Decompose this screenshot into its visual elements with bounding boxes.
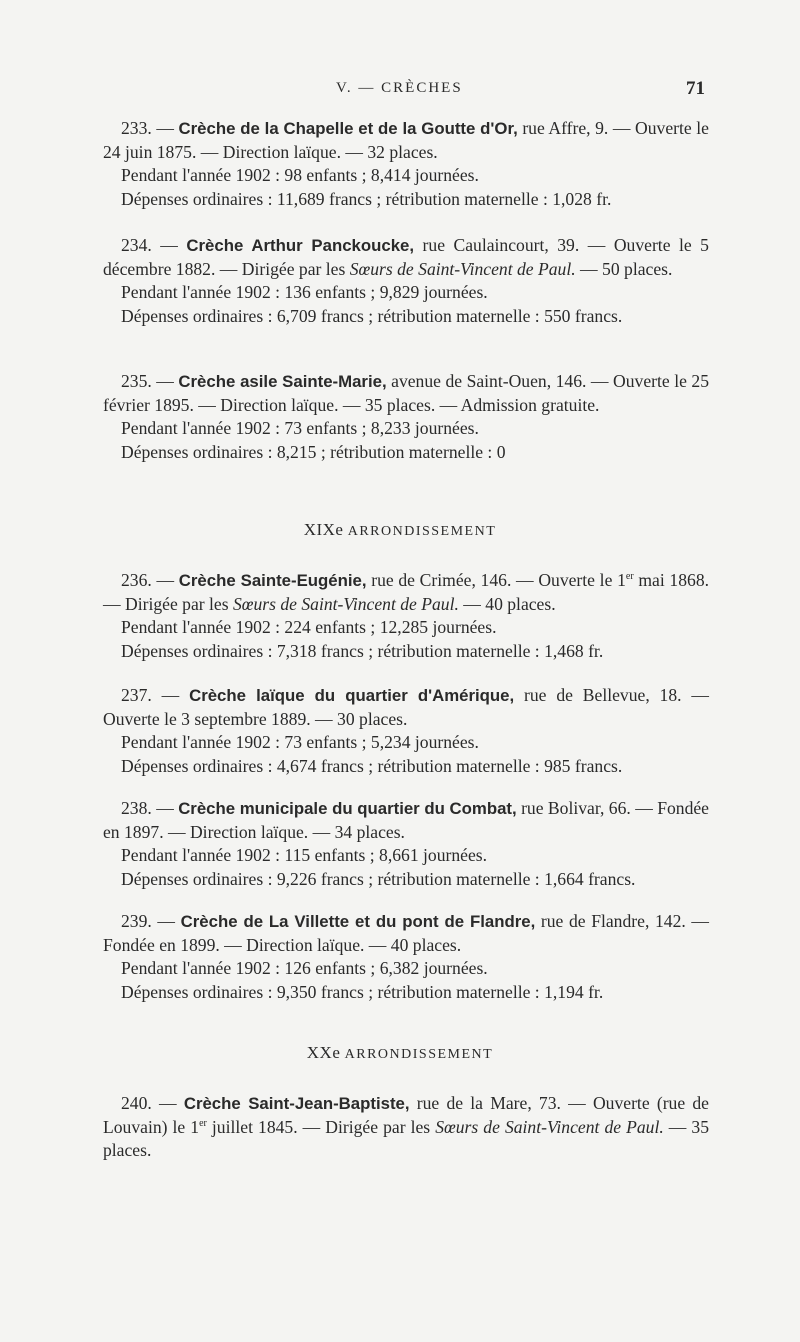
entry-238: [103, 797, 709, 891]
entry-number: 234. —: [121, 235, 187, 255]
entry-237: [103, 684, 709, 778]
section-roman: XXe: [306, 1043, 341, 1062]
entry-text: — 50 places.: [575, 258, 673, 279]
superscript: er: [625, 571, 634, 583]
creche-name: Crèche laïque du quartier d'Amérique,: [189, 686, 515, 705]
entry-text: rue Caulaincourt, 39. — Ouverte le 5 décembre 1882. — Dirigée par les: [103, 235, 709, 279]
entry-240: [103, 1092, 709, 1163]
entry-235: [103, 370, 709, 464]
entry-stats: Pendant l'année 1902 : 136 enfants ; 9,829 journées.: [121, 282, 488, 302]
entry-text: rue de Flandre, 142. — Fondée en 1899. — Direction laïque. — 40 places.: [103, 911, 709, 955]
entry-stats: Pendant l'année 1902 : 98 enfants ; 8,414 journées.: [121, 165, 479, 185]
entry-text: juillet 1845. — Dirigée par les: [206, 1116, 436, 1137]
entry-stats: Pendant l'année 1902 : 115 enfants ; 8,661 journées.: [121, 845, 488, 865]
entry-number: 238. —: [121, 798, 179, 818]
entry-number: 239. —: [121, 911, 181, 931]
entry-text: — 35 places.: [103, 1116, 710, 1160]
entry-234: [103, 234, 709, 328]
section-heading-xx: [0, 1043, 800, 1063]
section-heading-xix: [0, 520, 800, 540]
creche-name: Crèche Sainte-Eugénie,: [178, 571, 367, 590]
entry-expenses: Dépenses ordinaires : 4,674 francs ; rétribution maternelle : 985 francs.: [121, 755, 623, 776]
creche-name: Crèche asile Sainte-Marie,: [178, 372, 387, 391]
running-title: V. — CRÈCHES: [336, 80, 463, 96]
entry-expenses: Dépenses ordinaires : 8,215 ; rétribution maternelle : 0: [121, 441, 506, 462]
entry-expenses: Dépenses ordinaires : 9,226 francs ; rétribution maternelle : 1,664 francs.: [121, 868, 636, 889]
entry-text: mai 1868. — Dirigée par les: [103, 570, 710, 614]
entry-italic: Sœurs de Saint-Vincent de Paul.: [232, 593, 459, 614]
creche-name: Crèche Saint-Jean-Baptiste,: [183, 1094, 410, 1113]
entry-stats: Pendant l'année 1902 : 73 enfants ; 5,234 journées.: [121, 732, 479, 752]
creche-name: Crèche de la Chapelle et de la Goutte d'Or,: [178, 119, 518, 138]
entry-text: rue Affre, 9. — Ouverte le 24 juin 1875. — Direction laïque. — 32 places.: [103, 118, 709, 162]
superscript: er: [199, 1117, 207, 1129]
entry-number: 240. —: [121, 1093, 184, 1113]
section-label: ARRONDISSEMENT: [344, 1047, 494, 1062]
entry-italic: Sœurs de Saint-Vincent de Paul.: [349, 258, 576, 279]
entry-expenses: Dépenses ordinaires : 7,318 francs ; rétribution maternelle : 1,468 fr.: [121, 640, 604, 661]
entry-number: 235. —: [121, 371, 179, 391]
entry-expenses: Dépenses ordinaires : 9,350 francs ; rétribution maternelle : 1,194 fr.: [121, 981, 604, 1002]
entry-239: [103, 910, 709, 1004]
entry-text: — 40 places.: [458, 593, 556, 614]
entry-expenses: Dépenses ordinaires : 11,689 francs ; rétribution maternelle : 1,028 fr.: [121, 188, 612, 209]
page-number: 71: [686, 78, 705, 99]
entry-236: [103, 569, 709, 663]
entry-number: 237. —: [121, 685, 190, 705]
section-roman: XIXe: [303, 520, 344, 539]
page-header: [0, 78, 800, 108]
creche-name: Crèche de La Villette et du pont de Flandre,: [180, 912, 536, 931]
entry-expenses: Dépenses ordinaires : 6,709 francs ; rétribution maternelle : 550 francs.: [121, 305, 623, 326]
entry-233: [103, 117, 709, 211]
entry-stats: Pendant l'année 1902 : 73 enfants ; 8,233 journées.: [121, 418, 479, 438]
entry-text: rue de la Mare, 73. — Ouverte (rue de Louvain) le 1: [103, 1093, 709, 1137]
entry-text: rue de Crimée, 146. — Ouverte le 1: [366, 570, 626, 590]
section-label: ARRONDISSEMENT: [347, 524, 497, 539]
entry-stats: Pendant l'année 1902 : 224 enfants ; 12,285 journées.: [121, 617, 497, 637]
entry-text: rue Bolivar, 66. — Fondée en 1897. — Direction laïque. — 34 places.: [103, 798, 709, 842]
entry-number: 233. —: [121, 118, 179, 138]
entry-text: avenue de Saint-Ouen, 146. — Ouverte le 25 février 1895. — Direction laïque. — 35 places. — Admission gratuite.: [103, 371, 709, 415]
entry-text: rue de Bellevue, 18. — Ouverte le 3 septembre 1889. — 30 places.: [103, 685, 709, 729]
entry-italic: Sœurs de Saint-Vincent de Paul.: [435, 1116, 664, 1137]
creche-name: Crèche municipale du quartier du Combat,: [178, 799, 517, 818]
entry-number: 236. —: [121, 570, 179, 590]
creche-name: Crèche Arthur Panckoucke,: [186, 236, 415, 255]
entry-stats: Pendant l'année 1902 : 126 enfants ; 6,382 journées.: [121, 958, 488, 978]
